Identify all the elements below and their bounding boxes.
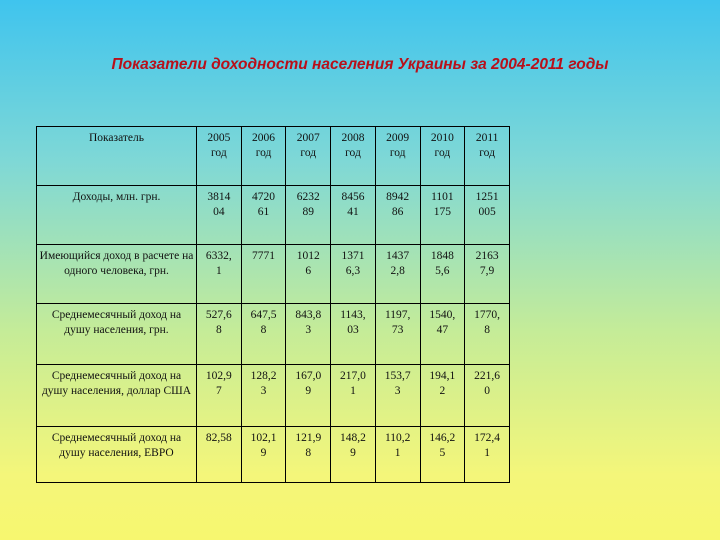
value-cell-line: 2 [439,384,446,397]
header-cell-year-line: год [434,146,451,159]
row-label-cell-line: Доходы, млн. грн. [72,191,161,203]
value-cell-line: 8942 [386,191,410,203]
value-cell-line: 1 [484,446,490,459]
table-row [37,245,510,304]
header-cell-year [375,127,420,186]
value-cell-line: 3 [260,384,267,397]
value-cell-line: 102,9 [205,370,232,382]
value-cell [286,365,331,427]
value-cell-line: 843,8 [295,309,322,321]
header-cell-year [331,127,376,186]
value-cell-line: 7771 [252,250,276,262]
value-cell-line: 8 [484,323,490,336]
row-label-cell-line: Среднемесячный доход на душу населения, ЕВРО [51,432,182,459]
header-cell-year-line: 2011 [475,132,499,144]
value-cell [375,186,420,245]
row-label-cell [37,365,197,427]
value-cell [197,245,242,304]
value-cell [241,304,286,365]
value-cell-line: 102,1 [250,432,277,444]
value-cell-line: 1371 [341,250,365,262]
value-cell-line: 128,2 [250,370,277,382]
header-cell-year-line: год [300,146,317,159]
value-cell-line: 7,9 [479,264,495,277]
value-cell-line: 005 [478,205,496,218]
value-cell-line: 8456 [341,191,365,203]
value-cell [465,427,510,483]
value-cell-line: 8 [260,323,267,336]
value-cell [331,304,376,365]
header-cell-year-line: год [389,146,406,159]
value-cell-line: 04 [213,205,225,218]
value-cell-line: 1 [394,446,401,459]
value-cell-line: 146,2 [429,432,456,444]
value-cell-line: 1143, [340,309,366,321]
value-cell-line: 3 [305,323,312,336]
value-cell-line: 1 [215,264,222,277]
value-cell [241,245,286,304]
value-cell [465,304,510,365]
value-cell [197,365,242,427]
value-cell-line: 175 [433,205,451,218]
value-cell [197,427,242,483]
value-cell-line: 2,8 [390,264,405,277]
table-row [37,427,510,483]
value-cell [375,427,420,483]
value-cell [241,427,286,483]
row-label-cell [37,427,197,483]
value-cell-line: 194,1 [429,370,456,382]
value-cell-line: 2163 [475,250,499,262]
value-cell-line: 5 [439,446,446,459]
value-cell-line: 9 [305,384,312,397]
value-cell-line: 172,4 [474,432,501,444]
value-cell-line: 148,2 [340,432,366,444]
header-cell-year [286,127,331,186]
value-cell-line: 6332, [205,250,232,262]
value-cell-line: 1197, [384,309,411,321]
header-cell-label-line: Показатель [88,132,145,144]
value-cell [197,186,242,245]
table-row [37,186,510,245]
row-label-cell-line: Имеющийся доход в расчете на одного человека, грн. [39,250,194,277]
header-cell-year-line: 2006 [252,132,276,144]
value-cell-line: 167,0 [295,370,322,382]
value-cell-line: 110,2 [384,432,411,444]
value-cell-line: 3 [394,384,401,397]
header-cell-year-line: год [479,146,495,159]
slide-title: Показатели доходности населения Украины за 2004-2011 годы [111,56,609,73]
value-cell-line: 1101 [431,191,454,203]
row-label-cell-line: Среднемесячный доход на душу населения, доллар США [41,370,192,397]
value-cell [375,245,420,304]
value-cell [286,304,331,365]
value-cell-line: 1437 [386,250,410,262]
value-cell-line: 4720 [252,191,276,203]
value-cell-line: 527,6 [205,309,232,321]
value-cell-line: 41 [347,205,359,218]
value-cell-line: 86 [391,205,404,218]
value-cell [420,186,465,245]
value-cell-line: 9 [260,446,267,459]
header-cell-year [241,127,286,186]
value-cell-line: 89 [302,205,314,218]
value-cell-line: 03 [347,323,359,336]
row-label-cell-line: Среднемесячный доход на душу населения, грн. [51,309,182,336]
header-cell-year-line: 2008 [341,132,365,144]
header-cell-year-line: 2005 [207,132,231,144]
header-cell-year [197,127,242,186]
value-cell-line: 8 [215,323,222,336]
header-cell-year-line: 2009 [386,132,410,144]
value-cell [286,427,331,483]
value-cell-line: 217,0 [340,370,366,382]
value-cell [286,245,331,304]
header-cell-year-line: 2010 [430,132,454,144]
header-cell-year [420,127,465,186]
value-cell [286,186,331,245]
value-cell-line: 6232 [296,191,320,203]
value-cell-line: 5,6 [435,264,450,277]
value-cell-line: 0 [484,384,490,397]
value-cell [331,186,376,245]
header-cell-year-line: год [345,146,361,159]
row-label-cell [37,304,197,365]
value-cell [241,186,286,245]
header-cell-year-line: год [255,146,272,159]
value-cell [241,365,286,427]
value-cell [465,245,510,304]
value-cell-line: 221,6 [474,370,501,382]
table-row [37,304,510,365]
value-cell-line: 73 [391,323,404,336]
value-cell-line: 6 [305,264,312,277]
value-cell-line: 1770, [474,309,501,321]
value-cell [331,427,376,483]
value-cell-line: 647,5 [250,309,277,321]
value-cell [375,365,420,427]
value-cell-line: 1540, [429,309,456,321]
value-cell-line: 1012 [296,250,320,262]
value-cell [420,304,465,365]
table-row [37,365,510,427]
income-table [36,126,510,483]
value-cell-line: 82,58 [205,432,232,444]
row-label-cell [37,186,197,245]
value-cell-line: 121,9 [295,432,322,444]
value-cell [331,365,376,427]
value-cell [331,245,376,304]
value-cell-line: 7 [215,384,222,397]
value-cell-line: 47 [436,323,449,336]
header-cell-year [465,127,510,186]
value-cell [420,245,465,304]
value-cell [420,365,465,427]
value-cell-line: 1251 [475,191,499,203]
header-row [37,127,510,186]
value-cell [465,186,510,245]
value-cell-line: 61 [257,205,270,218]
value-cell [197,304,242,365]
header-cell-year-line: 2007 [296,132,320,144]
value-cell-line: 153,7 [384,370,411,382]
row-label-cell [37,245,197,304]
value-cell-line: 1848 [430,250,454,262]
header-cell-label [37,127,197,186]
value-cell-line: 3814 [207,191,231,203]
value-cell-line: 9 [350,446,356,459]
value-cell [375,304,420,365]
value-cell-line: 8 [305,446,312,459]
value-cell [420,427,465,483]
header-cell-year-line: год [211,146,227,159]
value-cell [465,365,510,427]
value-cell-line: 6,3 [345,264,361,277]
value-cell-line: 1 [350,384,356,397]
